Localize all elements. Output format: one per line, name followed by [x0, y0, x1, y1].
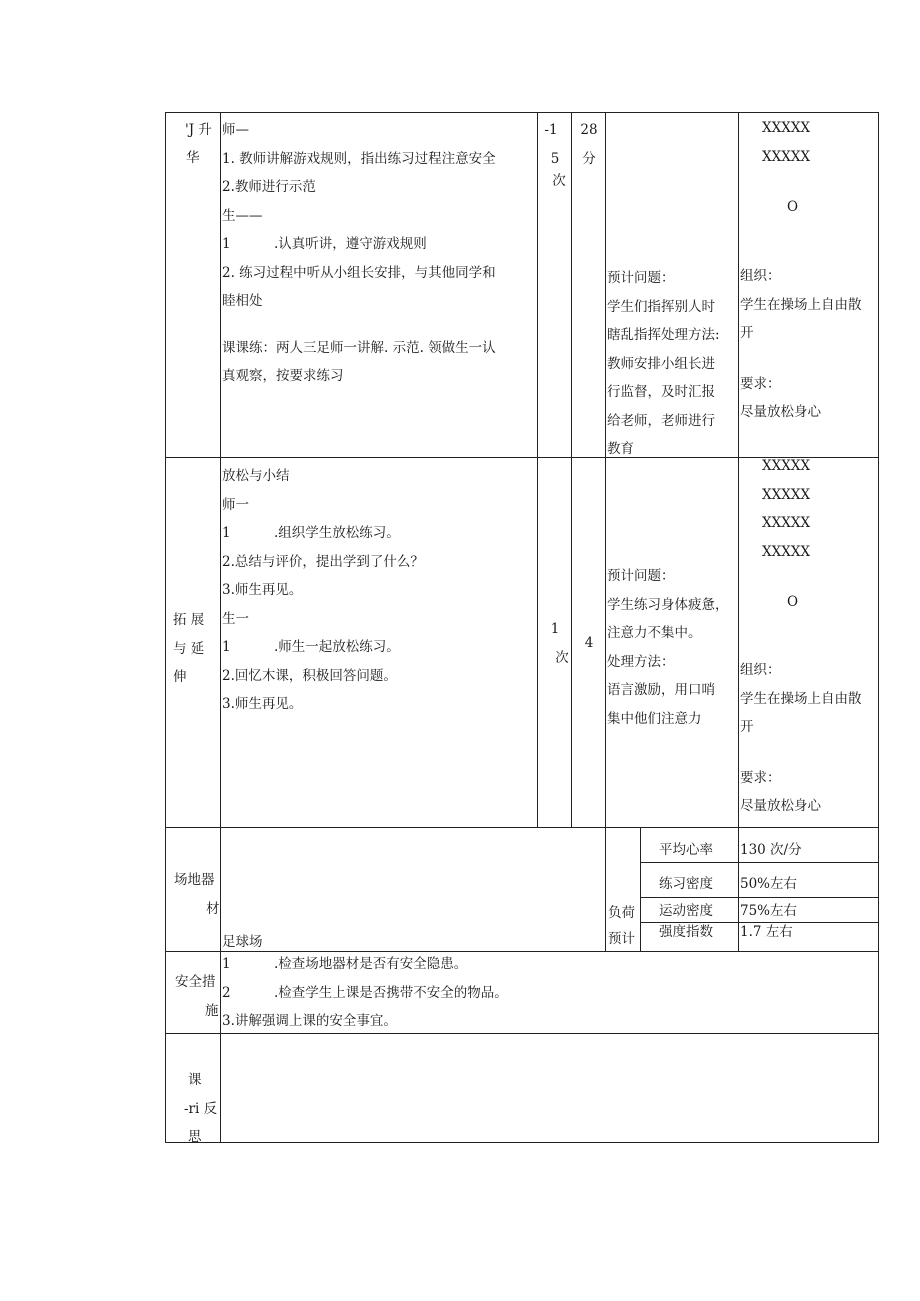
metric-name: 运动密度	[659, 903, 713, 919]
organize-line: 学生在操场上自由散	[740, 296, 862, 313]
content-line: 1 .认真听讲，遵守游戏规则	[222, 236, 427, 252]
issue-line: 给老师，老师进行	[607, 412, 715, 429]
content-line: 3.师生再见。	[222, 696, 303, 712]
formation-row: XXXXX	[762, 515, 811, 531]
time-line: 28	[580, 122, 598, 138]
equipment-value: 足球场	[222, 934, 263, 950]
count-line: 次	[552, 173, 566, 189]
count-line: 次	[555, 649, 569, 666]
row-divider-2	[165, 827, 879, 828]
content-line	[222, 316, 496, 334]
formation-row: XXXXX	[762, 120, 811, 136]
organize-line: 学生在操场上自由散	[740, 690, 862, 707]
formation-row: XXXXX	[762, 148, 811, 165]
issue-line: 教育	[607, 441, 634, 457]
section2-count	[538, 615, 572, 672]
organize-line: 组织：	[740, 662, 781, 678]
section2-organize	[740, 656, 862, 821]
content-line: 2.教师进行示范	[222, 179, 316, 195]
section1-organize	[740, 262, 862, 427]
issue-line: 集中他们注意力	[607, 710, 702, 727]
section2-content	[222, 462, 424, 719]
section1-label-2: 华	[186, 150, 200, 166]
section2-issues	[607, 562, 729, 733]
issue-line: 预计问题：	[607, 568, 675, 584]
section2-time: 4	[584, 635, 594, 651]
organize-line: 开	[740, 325, 754, 341]
label-line: 负荷	[608, 905, 635, 921]
organize-line: 尽量放松身心	[740, 798, 821, 814]
label-line: 预计	[608, 931, 635, 947]
issue-line: 处理方法：	[607, 653, 675, 670]
content-line: 2.回忆木课，积极回答问题。	[222, 667, 397, 684]
content-line: 睦相处	[222, 293, 263, 309]
section1-issues	[607, 264, 720, 464]
content-line: 生一	[222, 610, 249, 627]
count-line: 1	[550, 621, 560, 637]
label-line: 材	[206, 900, 220, 917]
content-line: 1. 教师讲解游戏规则，指出练习过程注意安全	[222, 150, 496, 167]
time-line: 分	[582, 150, 596, 167]
label-line: 施	[205, 1002, 219, 1019]
content-line: 3.师生再见。	[222, 582, 303, 598]
col-divider-time	[605, 112, 606, 952]
table-border-right	[878, 112, 879, 1143]
metric-value: 50%左右	[740, 876, 798, 892]
section1-count	[538, 116, 572, 196]
content-line: 真观察，按要求练习	[222, 368, 344, 384]
safety-item: 2 .检查学生上课是否携带不安全的物品。	[222, 984, 508, 1001]
label-line: -ri 反	[184, 1100, 218, 1117]
label-line: 拓 展	[173, 612, 205, 628]
label-line: 场地器	[174, 872, 215, 888]
count-line: 5	[550, 150, 560, 167]
metric-value: 1.7 左右	[740, 924, 793, 940]
table-border-bottom	[165, 1142, 879, 1143]
metric-name: 练习密度	[659, 876, 713, 892]
load-label	[608, 900, 635, 952]
col-divider-load	[640, 827, 641, 952]
section2-formation	[762, 452, 810, 566]
safety-item: 1 .检查场地器材是否有安全隐患。	[222, 956, 468, 972]
issue-line: 学生们指挥别人时	[607, 298, 715, 315]
organize-line: 尽量放松身心	[740, 404, 821, 420]
metric-value: 75%左右	[740, 903, 798, 919]
issue-line: 注意力不集中。	[607, 625, 702, 641]
col-divider-issues	[738, 112, 739, 952]
issue-line: 行监督，及时汇报	[607, 384, 715, 400]
metric-value: 130 次/分	[740, 842, 802, 858]
organize-line: 组织：	[740, 268, 781, 284]
label-line: 与 延	[173, 640, 205, 657]
col-divider-content	[537, 112, 538, 828]
content-line: 1 .组织学生放松练习。	[222, 525, 400, 541]
formation-row: XXXXX	[762, 486, 811, 503]
label-line: 课	[188, 1072, 202, 1088]
issue-line: 教师安排小组长进	[607, 355, 715, 372]
teacher-position-icon: O	[787, 199, 799, 215]
issue-line: 瞎乱指挥处理方法:	[607, 327, 720, 343]
equipment-label	[174, 866, 220, 923]
section1-time	[572, 116, 606, 173]
count-line: -1	[544, 122, 558, 138]
section1-content	[222, 116, 496, 391]
content-line: 师—	[222, 122, 249, 138]
label-line: 思	[188, 1129, 202, 1145]
section1-formation	[762, 114, 810, 171]
content-line: 1 .师生一起放松练习。	[222, 639, 400, 655]
content-line: 2. 练习过程中听从小组长安排，与其他同学和	[222, 264, 496, 281]
organize-line	[740, 348, 862, 370]
organize-line: 开	[740, 719, 754, 735]
content-line: 2.总结与评价，提出学到了什么？	[222, 553, 424, 570]
table-border-top	[165, 112, 879, 113]
col-divider-count	[571, 112, 572, 828]
formation-row: XXXXX	[762, 458, 811, 474]
teacher-position-icon: O	[787, 594, 799, 610]
label-line: 伸	[173, 669, 187, 685]
organize-line	[740, 742, 862, 764]
col-divider-label	[220, 112, 221, 1143]
content-line: 课课练：两人三足师一讲解. 示范. 领做生一认	[222, 339, 496, 356]
organize-line: 要求：	[740, 769, 781, 786]
table-border-left	[165, 112, 166, 1143]
section1-label-1: 'J 升	[185, 122, 212, 138]
formation-row: XXXXX	[762, 543, 811, 560]
safety-item: 3.讲解强调上课的安全事宜。	[222, 1013, 397, 1029]
metric-name: 平均心率	[659, 842, 713, 858]
issue-line: 学生练习身体疲惫，	[607, 596, 729, 613]
issue-line: 语言激励，用口哨	[607, 682, 715, 698]
safety-label	[175, 968, 219, 1025]
content-line: 生——	[222, 207, 263, 224]
label-line: 安全措	[175, 974, 216, 990]
metric-name: 强度指数	[659, 924, 713, 940]
reflection-label	[184, 1066, 217, 1152]
section2-label	[173, 606, 204, 692]
content-line: 师一	[222, 496, 249, 513]
content-line: 放松与小结	[222, 468, 290, 484]
safety-items	[222, 950, 508, 1036]
organize-line: 要求：	[740, 375, 781, 392]
issue-line: 预计问题：	[607, 270, 675, 286]
